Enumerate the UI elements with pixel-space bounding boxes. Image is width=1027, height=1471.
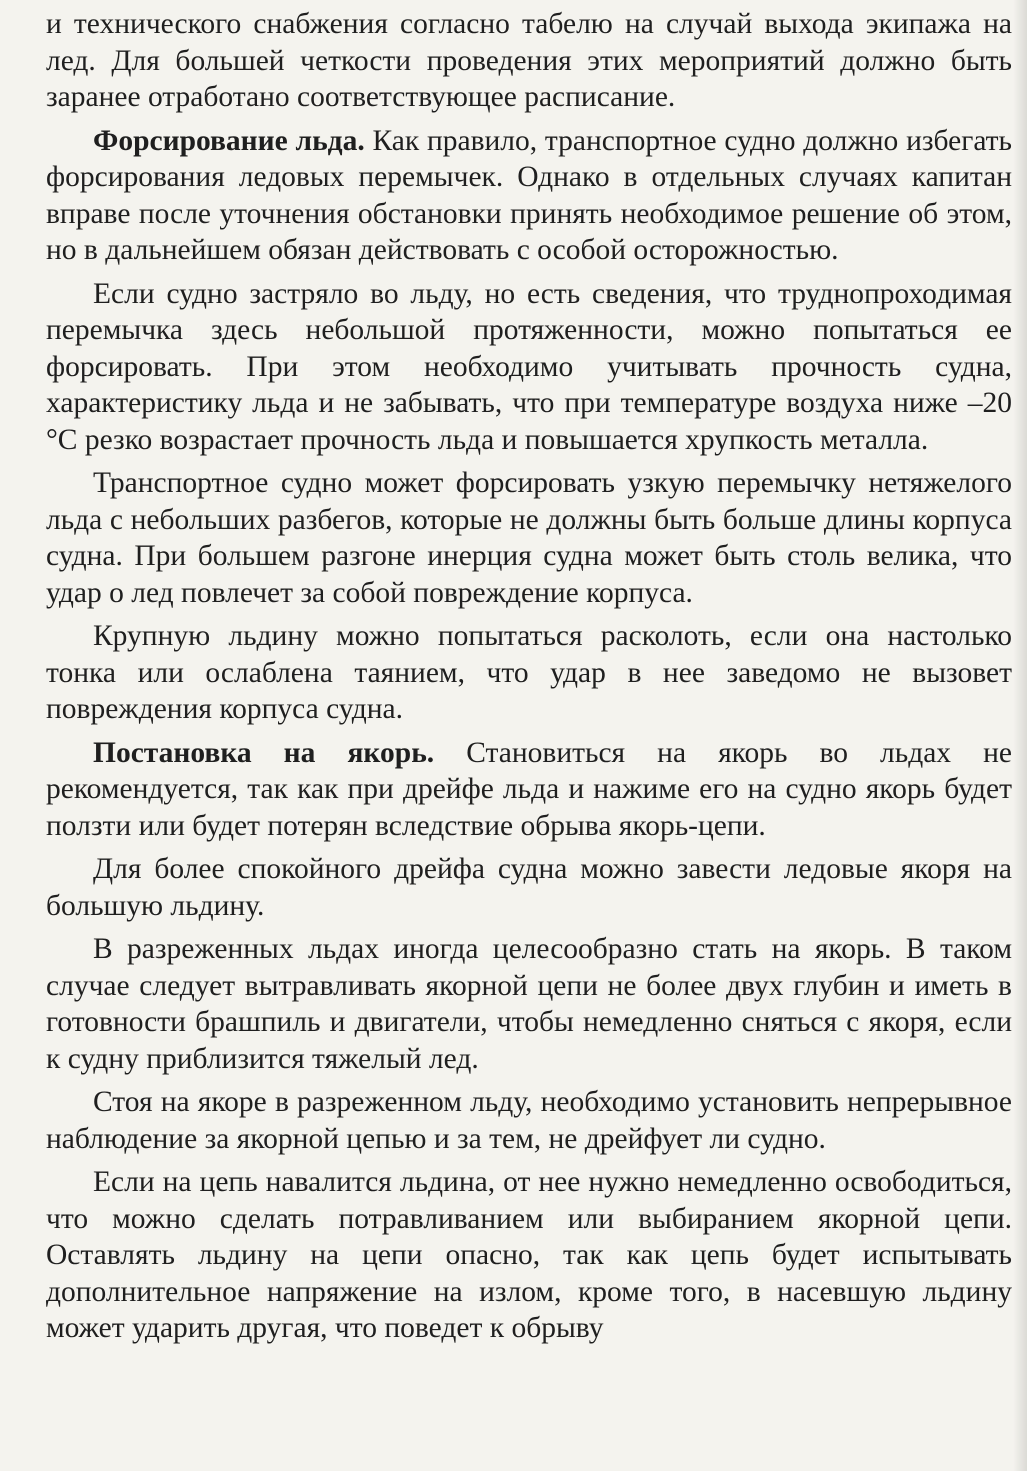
paragraph-forcing-ice bbox=[46, 123, 1012, 269]
paragraph bbox=[46, 1084, 1012, 1157]
paragraph-text: Стоя на якоре в разреженном льду, необходимо установить непрерывное наблюдение за якорной цепью и за тем, не дрейфует ли судно. bbox=[46, 1086, 1012, 1155]
paragraph bbox=[46, 851, 1012, 924]
paragraph bbox=[46, 1164, 1012, 1347]
section-heading: Форсирование льда. bbox=[93, 124, 365, 157]
paragraph-text: В разреженных льдах иногда целесообразно стать на якорь. В таком случае следует вытравливать якорной цепи не более двух глубин и иметь в готовности брашпиль и двигатели, чтобы немедленно сняться с якоря, если к судну приблизится тяжелый лед. bbox=[46, 933, 1012, 1075]
paragraph bbox=[46, 276, 1012, 459]
paragraph-text: Становиться на якорь во льдах не рекомендуется, так как при дрейфе льда и нажиме его на судно якорь будет ползти или будет потерян вследствие обрыва якорь-цепи. bbox=[46, 736, 1012, 842]
paragraph-text: Крупную льдину можно попытаться расколоть, если она настолько тонка или ослаблена таянием, что удар в нее заведомо не вызовет повреждения корпуса судна. bbox=[46, 620, 1012, 725]
paragraph bbox=[46, 465, 1012, 611]
book-page bbox=[46, 6, 1012, 1354]
paragraph-text: Как правило, транспортное судно должно избегать форсирования ледовых перемычек. Однако в отдельных случаях капитан вправе после уточнения обстановки принять необходимое решение об этом, но в дальнейшем обязан действовать с особой осторожностью. bbox=[46, 124, 1012, 266]
paragraph-text: Если на цепь навалится льдина, от нее нужно немедленно освободиться, что можно сделать потравливанием или выбиранием якорной цепи. Оставлять льдину на цепи опасно, так как цепь будет испытывать дополнительное напряжение на излом, кроме того, в насевшую льдину может ударить другая, что поведет к обрыву bbox=[46, 1166, 1012, 1344]
section-heading: Постановка на якорь. bbox=[93, 736, 435, 769]
paragraph bbox=[46, 618, 1012, 728]
paragraph-text: Для более спокойного дрейфа судна можно завести ледовые якоря на большую льдину. bbox=[46, 853, 1012, 922]
page-edge-shadow bbox=[1013, 0, 1027, 1471]
paragraph-continuation bbox=[46, 6, 1012, 116]
paragraph-text: Если судно застряло во льду, но есть сведения, что труднопроходимая перемычка здесь небольшой протяженности, можно попытаться ее форсировать. При этом необходимо учитывать прочность судна, характеристику льда и не забывать, что при температуре воздуха ниже –20 °С резко возрастает прочность льда и повышается хрупкость металла. bbox=[46, 277, 1012, 456]
paragraph-text: и технического снабжения согласно табелю на случай выхода экипажа на лед. Для большей четкости проведения этих мероприятий должно быть заранее отработано соответствующее расписание. bbox=[46, 8, 1012, 113]
paragraph-text: Транспортное судно может форсировать узкую перемычку нетяжелого льда с небольших разбегов, которые не должны быть больше длины корпуса судна. При большем разгоне инерция судна может быть столь велика, что удар о лед повлечет за собой повреждение корпуса. bbox=[46, 467, 1012, 609]
paragraph bbox=[46, 931, 1012, 1077]
paragraph-anchoring bbox=[46, 735, 1012, 845]
